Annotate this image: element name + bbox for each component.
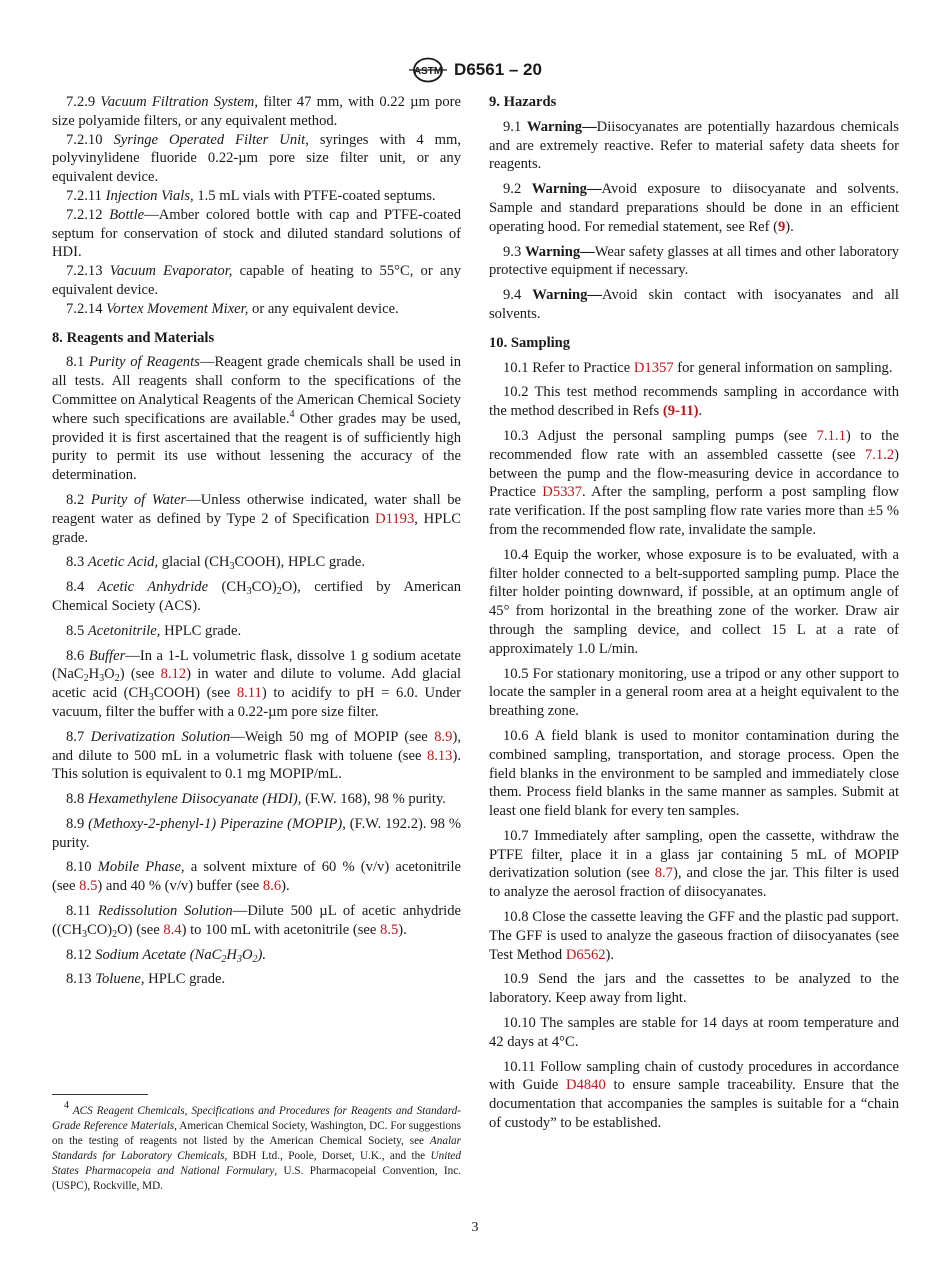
page-header xyxy=(0,56,950,84)
paragraph-8-6: 8.6 Buffer—In a 1-L volumetric flask, dissolve 1 g sodium acetate $(NaC_2H_3O_2)$ (see 8.12) in water and dilute to volume. Add glacial acetic acid $(CH_3COOH)$ (see 8.11) to acidify to pH = 6.0. Under vacuum, filter the buffer with a 0.22-µm pore size filter. xyxy=(52,647,462,720)
ref-link-d5337[interactable]: D5337 xyxy=(542,484,583,501)
paragraph-7-2-11: 7.2.11 Injection Vials, 1.5 mL vials with PTFE-coated septums. xyxy=(66,187,436,204)
paragraph-7-2-9: 7.2.9 Vacuum Filtration System, filter 47 mm, with 0.22 µm pore size polyamide filters, or any equivalent method. xyxy=(52,94,461,129)
paragraph-10-10: 10.10 The samples are stable for 14 days at room temperature and 42 days at 4°C. xyxy=(489,1015,899,1050)
ref-link-8-4[interactable]: 8.4 xyxy=(163,921,182,938)
ref-link-9[interactable]: 9 xyxy=(777,218,786,235)
right-column xyxy=(489,93,899,1139)
ref-link-9-11[interactable]: (9-11) xyxy=(662,403,699,420)
section-9-heading: 9. Hazards xyxy=(489,94,557,110)
ref-link-8-5[interactable]: 8.5 xyxy=(79,878,98,895)
paragraph-8-4: 8.4 Acetic Anhydride $(CH_3CO)_2O$), certified by American Chemical Society (ACS). xyxy=(52,579,461,614)
paragraph-7-2-13: 7.2.13 Vacuum Evaporator, capable of heating to 55°C, or any equivalent device. xyxy=(52,263,462,298)
paragraph-8-3: 8.3 Acetic Acid, glacial $(CH_3COOH)$, HPLC grade. xyxy=(66,554,365,573)
paragraph-8-11: 8.11 Redissolution Solution—Dilute 500 µL of acetic anhydride $((CH_3CO)_2O)$ (see 8.4) to 100 mL with acetonitrile (see 8.5). xyxy=(52,903,462,940)
paragraph-10-1: 10.1 Refer to Practice D1357 for general information on sampling. xyxy=(503,359,893,376)
page-number: 3 xyxy=(471,1220,479,1235)
paragraph-8-7: 8.7 Derivatization Solution—Weigh 50 mg of MOPIP (see 8.9), and dilute to 500 mL in a volumetric flask with toluene (see 8.13). This solution is equivalent to 0.1 mg MOPIP/mL. xyxy=(52,728,461,783)
paragraph-8-2: 8.2 Purity of Water—Unless otherwise indicated, water shall be reagent water as defined by Type 2 of Specification D1193, HPLC grade. xyxy=(52,491,462,546)
footnote xyxy=(52,1100,461,1194)
paragraph-10-8: 10.8 Close the cassette leaving the GFF and the plastic pad support. The GFF is used to analyze the gaseous fraction of diisocyanates (see Test Method D6562). xyxy=(489,909,900,963)
ref-link-8-13[interactable]: 8.13 xyxy=(426,747,453,764)
paragraph-8-13: 8.13 Toluene, HPLC grade. xyxy=(66,971,226,988)
ref-link-d4840[interactable]: D4840 xyxy=(566,1077,606,1094)
paragraph-10-11: 10.11 Follow sampling chain of custody procedures in accordance with Guide D4840 to ensure sample traceability. Ensure that the documentation that accompanies the samples is suitable for a “chain of custody” to be established. xyxy=(489,1058,899,1132)
ref-link-8-11[interactable]: 8.11 xyxy=(236,685,262,702)
footnote-4: $^4$ ACS Reagent Chemicals, Specifications and Procedures for Reagents and Standard-Grade Reference Materials, American Chemical Society, Washington, DC. For suggestions on the testing of reagents not listed by the American Chemical Society, see Analar Standards for Laboratory Chemicals, BDH Ltd., Poole, Dorset, U.K., and the United States Pharmacopeia and National Formulary, U.S. Pharmacopeial Convention, Inc. (USPC), Rockville, MD. xyxy=(52,1100,461,1192)
ref-link-7-1-2[interactable]: 7.1.2 xyxy=(864,446,895,463)
paragraph-10-5: 10.5 For stationary monitoring, use a tripod or any other support to locate the sampler in a general room area at a height equivalent to the breathing zone. xyxy=(489,665,900,720)
paragraph-7-2-12: 7.2.12 Bottle—Amber colored bottle with cap and PTFE-coated septum for conservation of stock and diluted standard solutions of HDI. xyxy=(52,206,461,261)
paragraph-8-12: 8.12 Sodium Acetate $(NaC_2H_3O_2)$. xyxy=(66,946,266,965)
svg-text:ASTM: ASTM xyxy=(413,66,443,77)
ref-link-8-7[interactable]: 8.7 xyxy=(654,865,673,882)
paragraph-10-3: 10.3 Adjust the personal sampling pumps (see 7.1.1) to the recommended flow rate with an assembled cassette (see 7.1.2) between the pump and the flow-measuring device in accordance to Practice D5337. After the sampling, perform a post sampling flow rate verification. If the post sampling flow rate varies more than ±5 % from the recommended flow rate, invalidate the sample. xyxy=(489,427,899,538)
ref-link-d1193[interactable]: D1193 xyxy=(375,510,415,527)
paragraph-7-2-14: 7.2.14 Vortex Movement Mixer, or any equivalent device. xyxy=(66,300,399,317)
paragraph-9-3: 9.3 Warning—Wear safety glasses at all times and other laboratory protective equipment if necessary. xyxy=(489,243,900,279)
paragraph-10-7: 10.7 Immediately after sampling, open the cassette, withdraw the PTFE filter, place it in a glass jar containing 5 mL of MOPIP derivatization solution (see 8.7), and close the jar. This filter is used to analyze the aerosol fraction of diisocyanates. xyxy=(489,827,900,901)
paragraph-8-1: 8.1 Purity of Reagents—Reagent grade chemicals shall be used in all tests. All reagents shall conform to the specifications of the Committee on Analytical Reagents of the American Chemical Society where such specifications are available.$^4$ Other grades may be used, provided it is first ascertained that the reagent is of sufficiently high purity to permit its use without lessening the accuracy of the determination. xyxy=(52,354,461,484)
paragraph-8-8: 8.8 Hexamethylene Diisocyanate (HDI), (F.W. 168), 98 % purity. xyxy=(66,791,446,808)
ref-link-8-5[interactable]: 8.5 xyxy=(380,921,399,938)
paragraph-8-9: 8.9 (Methoxy-2-phenyl-1) Piperazine (MOPIP), (F.W. 192.2). 98 % purity. xyxy=(52,815,462,851)
ref-link-7-1-1[interactable]: 7.1.1 xyxy=(816,427,846,444)
paragraph-8-5: 8.5 Acetonitrile, HPLC grade. xyxy=(66,622,242,639)
paragraph-10-9: 10.9 Send the jars and the cassettes to be analyzed to the laboratory. Keep away from light. xyxy=(489,971,899,1007)
paragraph-9-2: 9.2 Warning—Avoid exposure to diisocyanate and solvents. Sample and standard preparations should be done in an efficient operating hood. For remedial statement, see Ref (9). xyxy=(489,181,900,235)
paragraph-9-4: 9.4 Warning—Avoid skin contact with isocyanates and all solvents. xyxy=(489,287,899,322)
ref-link-8-12[interactable]: 8.12 xyxy=(160,666,187,683)
left-column xyxy=(52,93,461,995)
ref-link-8-6[interactable]: 8.6 xyxy=(262,878,282,895)
paragraph-10-4: 10.4 Equip the worker, whose exposure is to be evaluated, with a filter holder connected to a belt-supported sampling pump. Place the filter holder pointing downward, if possible, at an optimum angle of 45° from horizontal in the breathing zone of the worker. Draw air through the sampling device, and collect 15 L at a rate of approximately 1.0 L/min. xyxy=(489,546,899,657)
footnote-divider xyxy=(52,1094,148,1095)
document-id: D6561 – 20 xyxy=(454,60,542,79)
ref-link-8-9[interactable]: 8.9 xyxy=(434,728,453,745)
ref-link-d6562[interactable]: D6562 xyxy=(565,946,606,963)
paragraph-9-1: 9.1 Warning—Diisocyanates are potentially hazardous chemicals and are extremely reactive. Refer to material safety data sheets for reagents. xyxy=(489,118,899,173)
paragraph-8-10: 8.10 Mobile Phase, a solvent mixture of 60 % (v/v) acetonitrile (see 8.5) and 40 % (v/v) buffer (see 8.6). xyxy=(52,859,462,895)
section-10-heading: 10. Sampling xyxy=(489,334,571,351)
paragraph-10-2: 10.2 This test method recommends sampling in accordance with the method described in Refs (9-11). xyxy=(489,384,899,420)
section-8-heading: 8. Reagents and Materials xyxy=(52,329,215,346)
ref-link-d1357[interactable]: D1357 xyxy=(633,359,674,376)
paragraph-7-2-10: 7.2.10 Syringe Operated Filter Unit, syringes with 4 mm, polyvinylidene fluoride 0.22-µm pore size filter unit, or any equivalent device. xyxy=(52,131,461,186)
paragraph-10-6: 10.6 A field blank is used to monitor contamination during the combined sampling, transportation, and storage process. Open the field blanks in the environment to be sampled and immediately close them. Process field blanks in the same manner as samples. Submit at least one field blank for every ten samples. xyxy=(489,727,899,820)
astm-logo-icon xyxy=(408,57,448,83)
